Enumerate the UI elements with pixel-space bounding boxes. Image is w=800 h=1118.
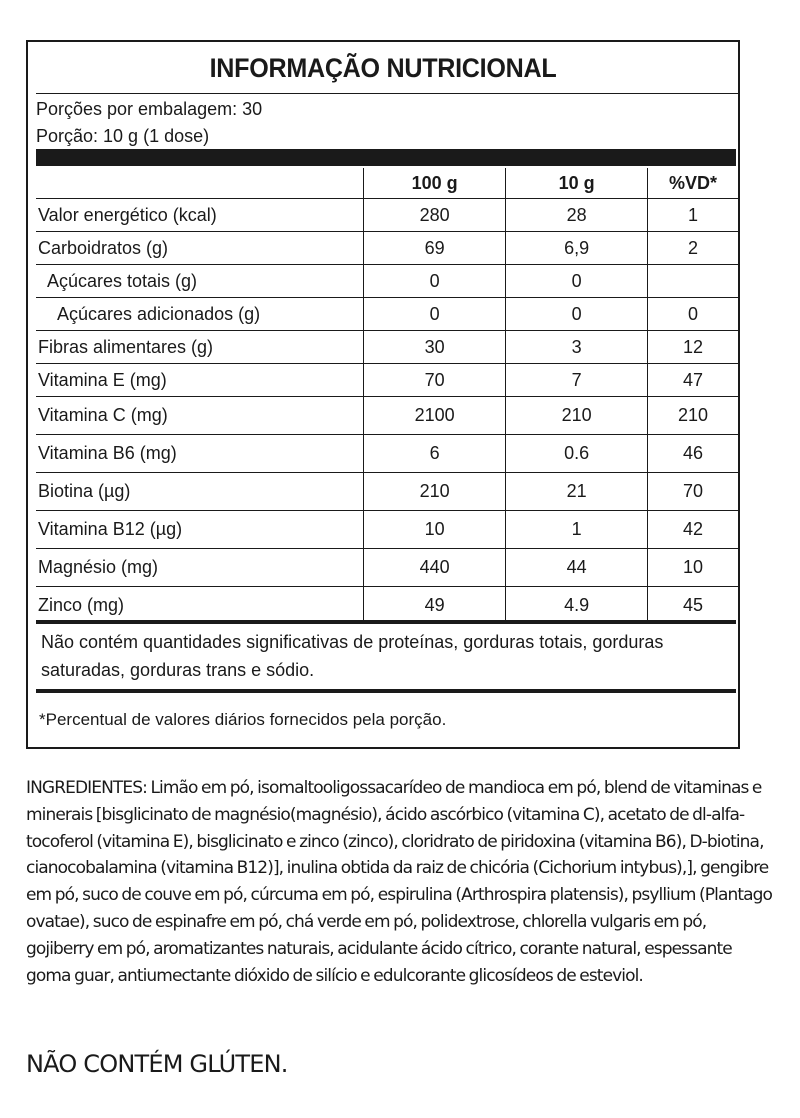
table-header-row (36, 168, 738, 199)
nutrition-table (36, 168, 738, 624)
notice-bottom-rule (36, 689, 736, 693)
daily-value-percent: 2 (647, 232, 738, 265)
table-row (36, 511, 738, 549)
gluten-notice: NÃO CONTÉM GLÚTEN. (26, 1050, 288, 1078)
nutrition-facts-label (26, 40, 740, 749)
value-per-100g: 10 (364, 511, 506, 549)
daily-value-percent: 10 (647, 549, 738, 587)
table-row (36, 331, 738, 364)
value-per-serving: 6,9 (506, 232, 648, 265)
serving-info (36, 96, 262, 150)
nutrient-name: Carboidratos (g) (36, 232, 364, 265)
value-per-serving: 210 (506, 397, 648, 435)
nutrient-name: Magnésio (mg) (36, 549, 364, 587)
table-row (36, 199, 738, 232)
column-header-vd: %VD* (647, 168, 738, 199)
daily-value-percent: 42 (647, 511, 738, 549)
value-per-serving: 44 (506, 549, 648, 587)
table-row (36, 473, 738, 511)
table-row (36, 587, 738, 625)
table-row (36, 232, 738, 265)
nutrition-rows (36, 199, 738, 625)
nutrient-name: Vitamina C (mg) (36, 397, 364, 435)
label-title: INFORMAÇÃO NUTRICIONAL (209, 53, 557, 83)
value-per-100g: 30 (364, 331, 506, 364)
value-per-serving: 4.9 (506, 587, 648, 625)
value-per-100g: 2100 (364, 397, 506, 435)
value-per-serving: 1 (506, 511, 648, 549)
daily-value-percent (647, 265, 738, 298)
value-per-100g: 280 (364, 199, 506, 232)
value-per-100g: 70 (364, 364, 506, 397)
header-thick-bar (36, 149, 736, 166)
nutrient-name: Valor energético (kcal) (36, 199, 364, 232)
value-per-100g: 210 (364, 473, 506, 511)
serving-size: Porção: 10 g (1 dose) (36, 126, 210, 146)
daily-value-percent: 1 (647, 199, 738, 232)
daily-value-percent: 46 (647, 435, 738, 473)
value-per-100g: 69 (364, 232, 506, 265)
table-bottom-rule (36, 620, 736, 624)
value-per-serving: 0.6 (506, 435, 648, 473)
daily-value-percent: 0 (647, 298, 738, 331)
value-per-100g: 49 (364, 587, 506, 625)
table-row (36, 397, 738, 435)
daily-value-percent: 70 (647, 473, 738, 511)
value-per-serving: 21 (506, 473, 648, 511)
value-per-100g: 0 (364, 298, 506, 331)
value-per-serving: 0 (506, 265, 648, 298)
value-per-serving: 7 (506, 364, 648, 397)
ingredients-list: INGREDIENTES: Limão em pó, isomaltooligossacarídeo de mandioca em pó, blend de vitaminas e minerais [bisglicinato de magnésio(magnésio), ácido ascórbico (vitamina C), acetato de dl-alfa-tocoferol (vitamina E), bisglicinato e zinco (zinco), cloridrato de piridoxina (vitamina B6), D-biotina, cianocobalamina (vitamina B12)], inulina obtida da raiz de chicória (Cichorium intybus),], gengibre em pó, suco de couve em pó, cúrcuma em pó, espirulina (Arthrospira platensis), psyllium (Plantago ovatae), suco de espinafre em pó, chá verde em pó, polidextrose, chlorella vulgaris em pó, gojiberry em pó, aromatizantes naturais, acidulante ácido cítrico, corante natural, espessante goma guar, antiumectante dióxido de silício e edulcorante glicosídeos de esteviol. (26, 778, 773, 986)
table-row (36, 435, 738, 473)
value-per-serving: 28 (506, 199, 648, 232)
daily-value-percent: 45 (647, 587, 738, 625)
value-per-100g: 440 (364, 549, 506, 587)
nutrient-column-header (36, 168, 364, 199)
nutrient-name: Fibras alimentares (g) (36, 331, 364, 364)
nutrient-name: Açúcares adicionados (g) (36, 298, 364, 331)
value-per-100g: 0 (364, 265, 506, 298)
daily-value-percent: 47 (647, 364, 738, 397)
table-row (36, 265, 738, 298)
column-header-100g: 100 g (364, 168, 506, 199)
table-row (36, 298, 738, 331)
nutrient-name: Açúcares totais (g) (36, 265, 364, 298)
daily-value-percent: 12 (647, 331, 738, 364)
table-row (36, 549, 738, 587)
table-row (36, 364, 738, 397)
daily-value-footnote: *Percentual de valores diários fornecidos pela porção. (39, 710, 447, 729)
daily-value-percent: 210 (647, 397, 738, 435)
servings-per-package: Porções por embalagem: 30 (36, 99, 263, 119)
value-per-serving: 0 (506, 298, 648, 331)
value-per-100g: 6 (364, 435, 506, 473)
nutrient-name: Zinco (mg) (38, 595, 125, 615)
nutrient-name: Vitamina B6 (mg) (36, 435, 364, 473)
nutrient-name: Vitamina B12 (µg) (36, 511, 364, 549)
not-significant-notice: Não contém quantidades significativas de proteínas, gorduras totais, gorduras saturadas, gorduras trans e sódio. (41, 632, 664, 680)
nutrient-name: Vitamina E (mg) (36, 364, 364, 397)
value-per-serving: 3 (506, 331, 648, 364)
nutrient-name: Biotina (µg) (36, 473, 364, 511)
column-header-10g: 10 g (506, 168, 648, 199)
title-divider (36, 93, 738, 94)
